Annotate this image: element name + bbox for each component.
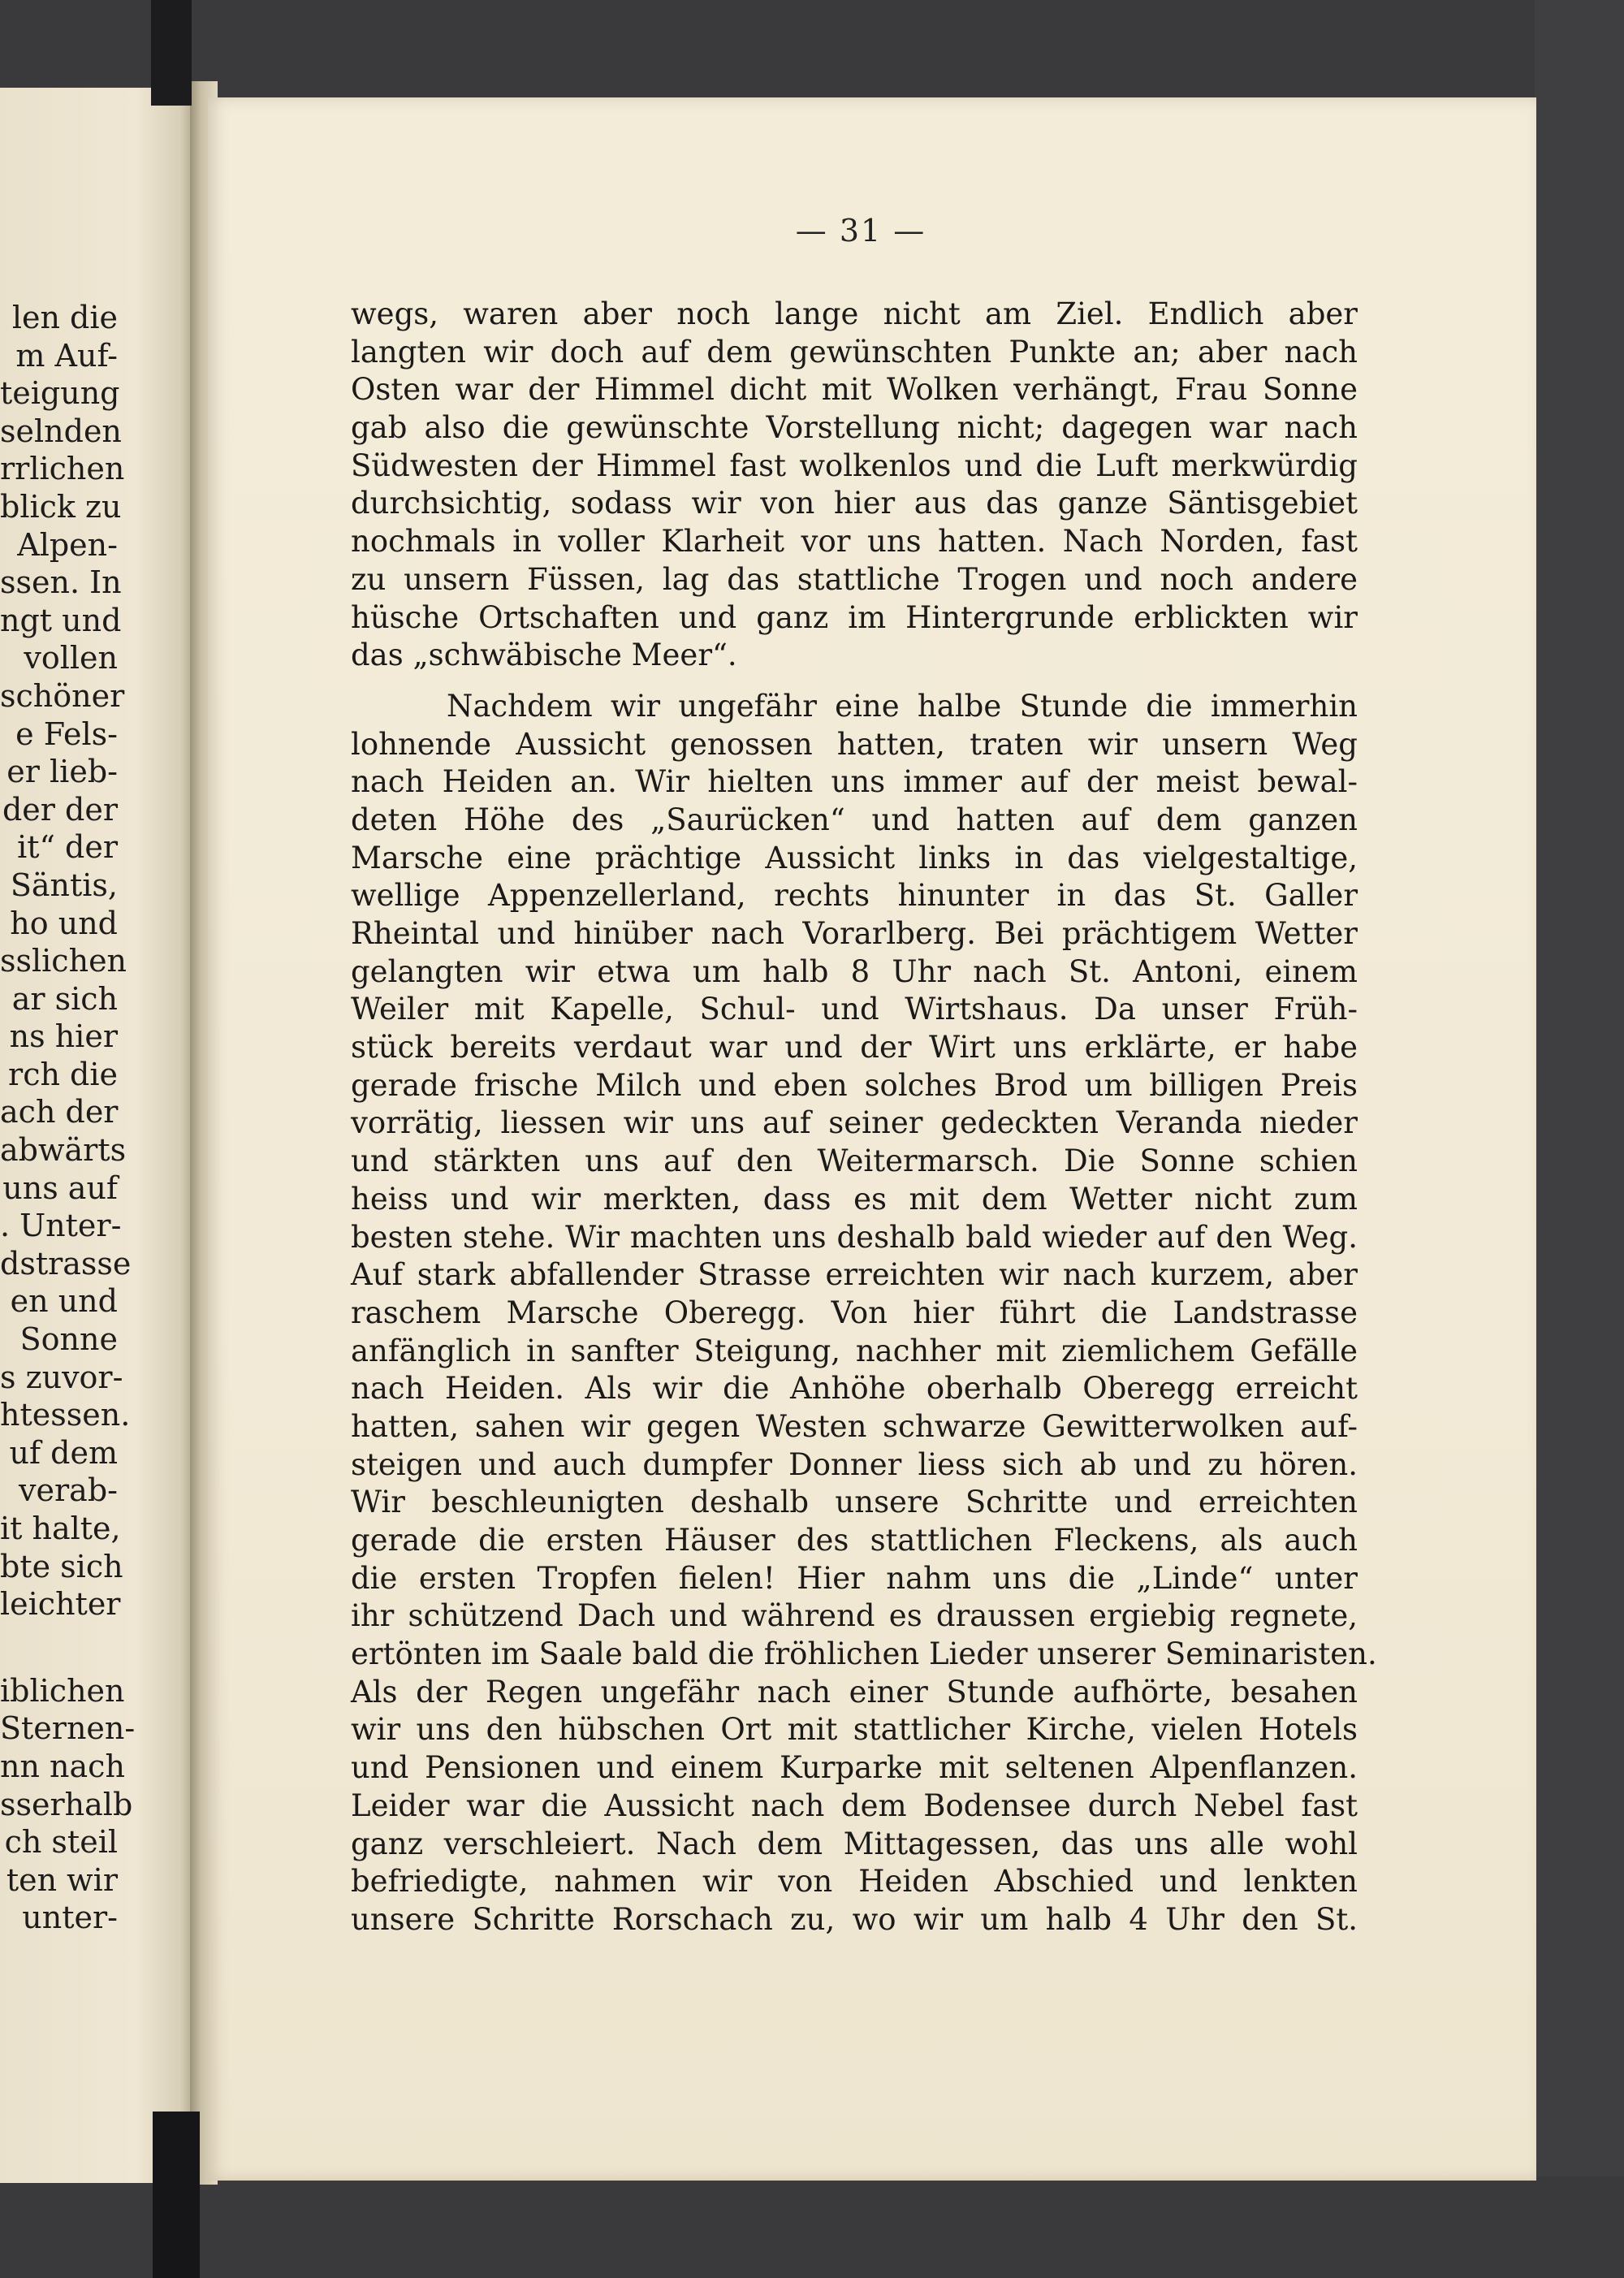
- left-page-line: ssen. In: [0, 564, 122, 601]
- left-page-line: dstrasse: [0, 1245, 132, 1282]
- left-page-line: bte sich: [0, 1548, 123, 1584]
- left-page-line: s zuvor-: [0, 1359, 123, 1395]
- left-page-paragraph-gap: [0, 1623, 118, 1672]
- text-line: steigen und auch dumpfer Donner liess sich ab und zu hören.: [351, 1446, 1358, 1482]
- text-line: Marsche eine prächtige Aussicht links in das vielgestaltige,: [351, 840, 1358, 875]
- left-page-line: ach der: [0, 1094, 119, 1130]
- text-line: wellige Appenzellerland, rechts hinunter in das St. Galler: [351, 878, 1358, 914]
- text-line: raschem Marsche Oberegg. Von hier führt die Landstrasse: [351, 1295, 1358, 1330]
- text-line: wir uns den hübschen Ort mit stattlicher Kirche, vielen Hotels: [351, 1712, 1358, 1748]
- left-page-line: verab-: [19, 1472, 118, 1509]
- left-page-line: . Unter-: [0, 1208, 122, 1244]
- left-page-line: iblichen: [0, 1672, 125, 1709]
- text-line: das „schwäbische Meer“.: [351, 638, 737, 673]
- text-line: nach Heiden an. Wir hielten uns immer auf der meist bewal-: [351, 764, 1358, 800]
- left-page-line: ns hier: [9, 1018, 118, 1055]
- left-page-line: teigung: [0, 375, 120, 412]
- text-line: Osten war der Himmel dicht mit Wolken verhängt, Frau Sonne: [351, 372, 1358, 408]
- left-page-line: uns auf: [2, 1169, 118, 1206]
- text-line: gerade frische Milch und eben solches Brod um billigen Preis: [351, 1067, 1358, 1103]
- left-page-line: htessen.: [0, 1397, 131, 1433]
- text-line: Auf stark abfallender Strasse erreichten wir nach kurzem, aber: [351, 1257, 1358, 1293]
- spine-shadow-bottom: [153, 2112, 200, 2278]
- left-page-line: vollen: [24, 640, 118, 676]
- text-line: ihr schützend Dach und während es draussen ergiebig regnete,: [351, 1598, 1358, 1634]
- left-page-line: e Fels-: [15, 715, 118, 752]
- scan-background-bottom: [0, 2176, 1624, 2278]
- left-page-line: uf dem: [9, 1434, 118, 1471]
- left-page-text: [0, 299, 136, 1937]
- text-line: durchsichtig, sodass wir von hier aus das ganze Säntisgebiet: [351, 486, 1358, 521]
- text-line: wegs, waren aber noch lange nicht am Ziel. Endlich aber: [351, 296, 1358, 331]
- left-page-line: leichter: [0, 1586, 121, 1623]
- text-line: lohnende Aussicht genossen hatten, traten wir unsern Weg: [351, 726, 1358, 762]
- text-line: die ersten Tropfen fielen! Hier nahm uns die „Linde“ unter: [351, 1560, 1358, 1596]
- left-page-line: it halte,: [0, 1511, 121, 1546]
- left-page-line: it“ der: [17, 829, 118, 866]
- text-line: ertönten im Saale bald die fröhlichen Lieder unserer Seminaristen.: [351, 1636, 1377, 1672]
- left-page-line: Sonne: [19, 1321, 118, 1358]
- text-line: und Pensionen und einem Kurparke mit seltenen Alpenflanzen.: [351, 1750, 1358, 1786]
- left-page-line: abwärts: [0, 1132, 127, 1169]
- left-page-line: ngt und: [0, 602, 122, 638]
- scan-background-right: [1535, 0, 1624, 2278]
- left-page-line: ar sich: [11, 980, 118, 1017]
- text-line: hatten, sahen wir gegen Westen schwarze Gewitterwolken auf-: [351, 1408, 1358, 1444]
- text-line: vorrätig, liessen wir uns auf seiner gedeckten Veranda nieder: [351, 1105, 1358, 1141]
- left-page-line: rrlichen: [0, 451, 125, 487]
- left-page-line: blick zu: [0, 488, 122, 525]
- left-page-line: m Auf-: [15, 337, 118, 374]
- left-page-line: sserhalb: [0, 1786, 133, 1822]
- text-line: befriedigte, nahmen wir von Heiden Abschied und lenkten: [351, 1864, 1358, 1900]
- left-page-line: ho und: [10, 905, 118, 941]
- text-line: und stärkten uns auf den Weitermarsch. Die Sonne schien: [351, 1143, 1358, 1179]
- text-line: deten Höhe des „Saurücken“ und hatten auf dem ganzen: [351, 802, 1358, 837]
- text-line: Leider war die Aussicht nach dem Bodensee durch Nebel fast: [351, 1787, 1358, 1823]
- left-page-line: Sternen-: [0, 1710, 136, 1747]
- scan-background-top: [0, 0, 1624, 97]
- paragraph-gap: [351, 675, 1358, 688]
- left-page-line: Säntis,: [10, 867, 118, 903]
- text-line: Nachdem wir ungefähr eine halbe Stunde die immerhin: [447, 688, 1358, 724]
- text-line: hüsche Ortschaften und ganz im Hintergrunde erblickten wir: [351, 599, 1358, 635]
- left-page-line: nn nach: [0, 1748, 125, 1784]
- text-line: besten stehe. Wir machten uns deshalb bald wieder auf den Weg.: [351, 1219, 1358, 1255]
- left-page-line: Alpen-: [17, 526, 118, 563]
- left-page-line: schöner: [0, 677, 125, 714]
- text-line: unsere Schritte Rorschach zu, wo wir um halb 4 Uhr den St.: [351, 1901, 1358, 1937]
- page-number: — 31 —: [795, 213, 926, 249]
- text-line: gab also die gewünschte Vorstellung nicht; dagegen war nach: [351, 410, 1358, 446]
- text-line: gelangten wir etwa um halb 8 Uhr nach St. Antoni, einem: [351, 953, 1358, 989]
- text-line: langten wir doch auf dem gewünschten Punkte an; aber nach: [351, 334, 1358, 370]
- text-line: nach Heiden. Als wir die Anhöhe oberhalb Oberegg erreicht: [351, 1371, 1358, 1407]
- left-page-line: rch die: [8, 1056, 118, 1092]
- left-page-line: len die: [11, 300, 118, 335]
- text-line: nochmals in voller Klarheit vor uns hatten. Nach Norden, fast: [351, 524, 1358, 560]
- left-page-line: selnden: [0, 413, 122, 449]
- text-line: ganz verschleiert. Nach dem Mittagessen, das uns alle wohl: [351, 1826, 1358, 1861]
- left-page-line: unter-: [22, 1900, 118, 1936]
- left-page-line: en und: [10, 1283, 118, 1320]
- left-page-line: ten wir: [6, 1861, 118, 1898]
- text-line: Als der Regen ungefähr nach einer Stunde aufhörte, besahen: [351, 1674, 1358, 1710]
- left-page-line: ch steil: [4, 1824, 118, 1861]
- body-text: [351, 296, 1377, 1939]
- left-page-line: er lieb-: [6, 754, 118, 790]
- text-line: Südwesten der Himmel fast wolkenlos und die Luft merkwürdig: [351, 447, 1358, 483]
- spine-shadow-top: [151, 0, 192, 106]
- left-page: [0, 88, 193, 2183]
- left-page-line: sslichen: [0, 943, 127, 979]
- text-line: heiss und wir merkten, dass es mit dem Wetter nicht zum: [351, 1181, 1358, 1217]
- text-line: Weiler mit Kapelle, Schul- und Wirtshaus. Da unser Früh-: [351, 992, 1358, 1027]
- text-line: zu unsern Füssen, lag das stattliche Trogen und noch andere: [351, 561, 1358, 597]
- text-line: Rheintal und hinüber nach Vorarlberg. Bei prächtigem Wetter: [351, 916, 1358, 951]
- text-line: anfänglich in sanfter Steigung, nachher mit ziemlichem Gefälle: [351, 1333, 1358, 1368]
- text-line: Wir beschleunigten deshalb unsere Schritte und erreichten: [351, 1485, 1358, 1520]
- text-line: gerade die ersten Häuser des stattlichen Fleckens, als auch: [351, 1523, 1358, 1558]
- text-line: stück bereits verdaut war und der Wirt uns erklärte, er habe: [351, 1030, 1358, 1066]
- left-page-line: der der: [2, 791, 118, 828]
